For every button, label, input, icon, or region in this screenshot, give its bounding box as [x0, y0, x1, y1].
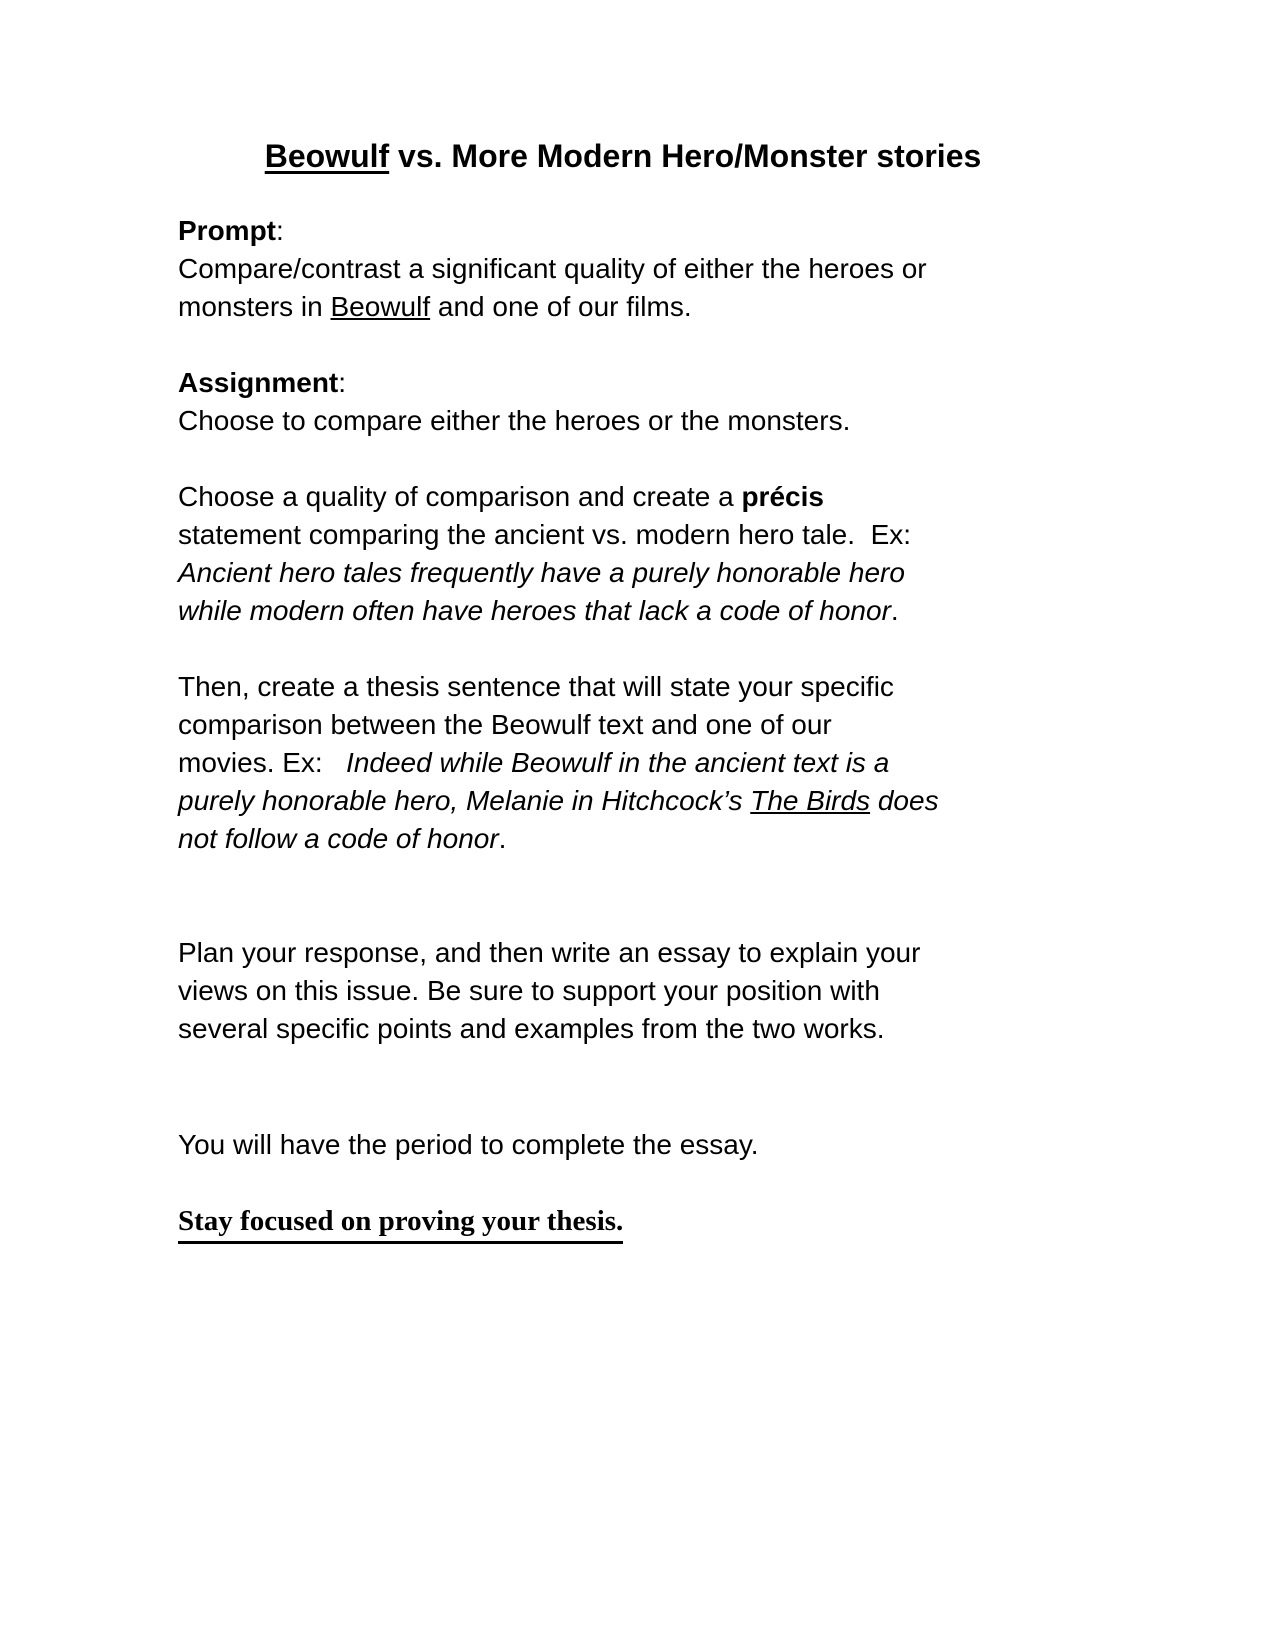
- title-rest: vs. More Modern Hero/Monster stories: [389, 138, 982, 174]
- prompt-colon: :: [276, 215, 284, 246]
- assignment-section: [178, 364, 1068, 440]
- thesis-film-title: The Birds: [750, 785, 871, 816]
- precis-paragraph: [178, 478, 1068, 630]
- precis-example-line-2-text: while modern often have heroes that lack a code of honor: [178, 595, 891, 626]
- assignment-heading: [178, 364, 1068, 402]
- plan-line-2: views on this issue. Be sure to support your position with: [178, 975, 880, 1006]
- precis-example-line-2: [178, 592, 1068, 630]
- period-note: [178, 1126, 1068, 1164]
- thesis-example-line-1: Indeed while Beowulf in the ancient text is a: [346, 747, 890, 778]
- assignment-label: Assignment: [178, 367, 339, 398]
- prompt-label: Prompt: [178, 215, 276, 246]
- prompt-line2-post: and one of our films.: [430, 291, 692, 322]
- closing-note-text: Stay focused on proving your thesis.: [178, 1202, 623, 1244]
- assignment-text-line-1: Choose to compare either the heroes or the monsters.: [178, 405, 851, 436]
- thesis-line-5: [178, 820, 1068, 858]
- precis-example-period: .: [890, 595, 899, 626]
- prompt-line2-pre: monsters in: [178, 291, 331, 322]
- thesis-example-line-3-text: not follow a code of honor: [178, 823, 499, 854]
- thesis-line3-pre: movies. Ex:: [178, 747, 347, 778]
- thesis-example-period: .: [498, 823, 507, 854]
- precis-example-line-1: Ancient hero tales frequently have a purely honorable hero: [178, 557, 905, 588]
- assignment-colon: :: [338, 367, 347, 398]
- title-book-name: Beowulf: [264, 138, 390, 174]
- prompt-heading: [178, 212, 1068, 250]
- document-title: [178, 136, 1068, 176]
- thesis-line-4: [178, 782, 1068, 820]
- precis-line-2: statement comparing the ancient vs. modern hero tale. Ex:: [178, 519, 912, 550]
- prompt-section: [178, 212, 1068, 326]
- precis-line1-pre: Choose a quality of comparison and create a: [178, 481, 742, 512]
- thesis-line-3: [178, 744, 1068, 782]
- precis-term: précis: [741, 481, 824, 512]
- prompt-text-line-2: [178, 288, 1068, 326]
- thesis-example-line-2-post: does: [870, 785, 939, 816]
- plan-paragraph: [178, 934, 1068, 1048]
- thesis-example-line-2-pre: purely honorable hero, Melanie in Hitchcock’s: [178, 785, 751, 816]
- thesis-line-2: comparison between the Beowulf text and one of our: [178, 709, 832, 740]
- plan-line-1: Plan your response, and then write an essay to explain your: [178, 937, 921, 968]
- period-note-text: You will have the period to complete the essay.: [178, 1129, 759, 1160]
- closing-note: [178, 1202, 1068, 1244]
- plan-line-3: several specific points and examples from the two works.: [178, 1013, 885, 1044]
- prompt-text-line-1: Compare/contrast a significant quality of either the heroes or: [178, 253, 927, 284]
- prompt-book-title: Beowulf: [330, 291, 431, 322]
- thesis-paragraph: [178, 668, 1068, 858]
- thesis-line-1: Then, create a thesis sentence that will state your specific: [178, 671, 894, 702]
- precis-line-1: [178, 478, 1068, 516]
